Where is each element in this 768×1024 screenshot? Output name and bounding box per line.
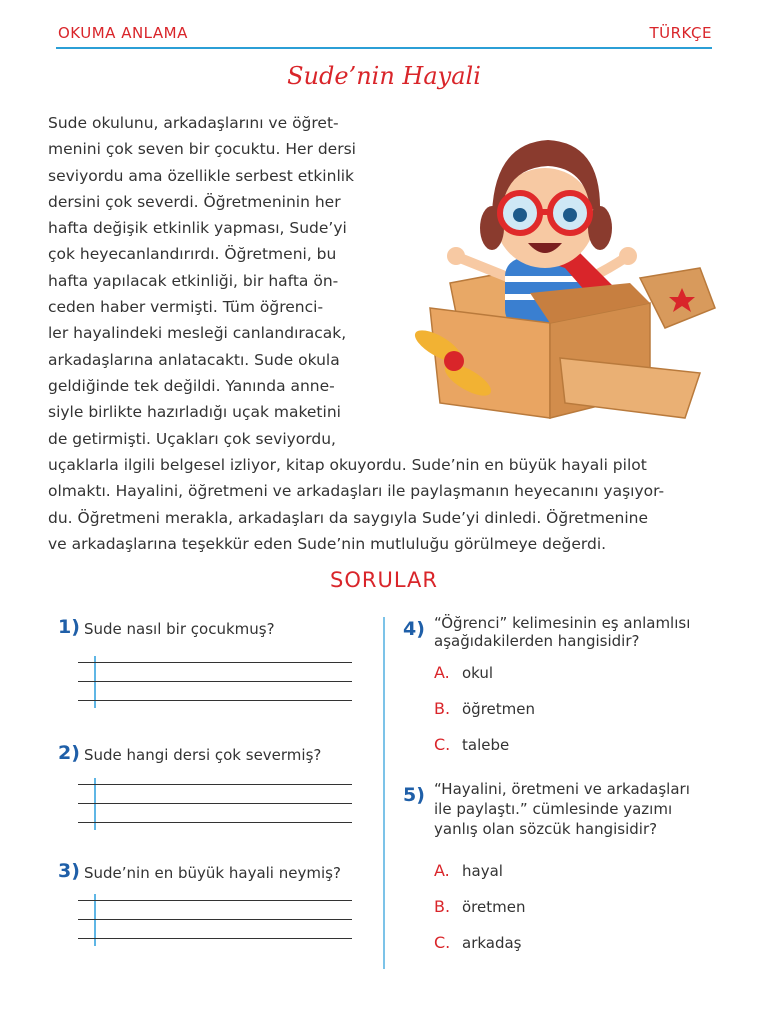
header-course: TÜRKÇE [649,24,712,42]
question-text: Sude hangi dersi çok severmiş? [84,746,322,764]
story-line: de getirmişti. Uçakları çok seviyordu, [48,429,336,448]
column-divider [383,617,385,969]
answer-line [78,938,352,939]
answer-line [78,900,352,901]
option-text[interactable]: öğretmen [462,700,535,718]
question-text-line: yanlış olan sözcük hangisidir? [434,820,658,838]
story-line: hafta yapılacak etkinliği, bir hafta ön- [48,271,339,290]
story-line: du. Öğretmeni merakla, arkadaşları da saygıyla Sude’yi dinledi. Öğretmenine [48,508,648,527]
question-text: Sude nasıl bir çocukmuş? [84,620,275,638]
story-bottom [48,452,720,557]
option-letter: C. [434,933,451,952]
page-title: Sude’nin Hayali [287,62,481,90]
story-line: ler hayalindeki mesleği canlandıracak, [48,324,347,343]
option-text[interactable]: öretmen [462,898,526,916]
story-line: seviyordu ama özellikle serbest etkinlik [48,166,355,185]
story-line: hafta değişik etkinlik yapması, Sude’yi [48,219,347,238]
question-number: 1) [58,616,80,638]
answer-line [78,681,352,682]
story-line: geldiğinde tek değildi. Yanında anne- [48,376,335,395]
question-text-line: ile paylaştı.” cümlesinde yazımı [434,800,673,818]
answer-lines[interactable] [78,900,352,950]
story-line: ceden haber vermişti. Tüm öğrenci- [48,298,324,317]
header-subject: OKUMA ANLAMA [58,24,188,42]
story-line: çok heyecanlandırırdı. Öğretmeni, bu [48,245,337,264]
story-line: siyle birlikte hazırladığı uçak maketini [48,403,341,422]
child-pilot-illustration [400,118,720,440]
answer-line [78,784,352,785]
option-letter: A. [434,663,450,682]
option-text[interactable]: talebe [462,736,510,754]
answer-line [78,700,352,701]
question-text: Sude’nin en büyük hayali neymiş? [84,864,341,882]
answer-line [78,822,352,823]
option-text[interactable]: arkadaş [462,934,522,952]
story-top [48,110,386,452]
option-letter: A. [434,861,450,880]
option-text[interactable]: hayal [462,862,503,880]
answer-line [78,662,352,663]
option-letter: B. [434,897,451,916]
option-letter: B. [434,699,451,718]
answer-line [78,919,352,920]
story-line: olmaktı. Hayalini, öğretmeni ve arkadaşları ile paylaşmanın heyecanını yaşıyor- [48,482,665,501]
question-number: 4) [403,618,425,640]
question-text-line: “Hayalini, öretmeni ve arkadaşları [434,780,690,798]
question-number: 3) [58,860,80,882]
option-text[interactable]: okul [462,664,494,682]
story-line: uçaklarla ilgili belgesel izliyor, kitap okuyordu. Sude’nin en büyük hayali pilot [48,456,647,474]
answer-lines[interactable] [78,784,352,834]
story-line: Sude okulunu, arkadaşlarını ve öğret- [48,114,339,132]
question-text-line: aşağıdakilerden hangisidir? [434,632,640,650]
question-number: 2) [58,742,80,764]
answer-line [78,803,352,804]
story-line: ve arkadaşlarına teşekkür eden Sude’nin mutluluğu görülmeye değerdi. [48,534,607,553]
story-line: menini çok seven bir çocuktu. Her dersi [48,140,356,159]
header-divider [56,47,712,49]
question-number: 5) [403,784,425,806]
story-line: dersini çok severdi. Öğretmeninin her [48,192,341,211]
question-text-line: “Öğrenci” kelimesinin eş anlamlısı [434,614,691,632]
answer-lines[interactable] [78,662,352,712]
questions-heading: SORULAR [330,568,438,592]
option-letter: C. [434,735,451,754]
story-line: arkadaşlarına anlatacaktı. Sude okula [48,350,340,369]
